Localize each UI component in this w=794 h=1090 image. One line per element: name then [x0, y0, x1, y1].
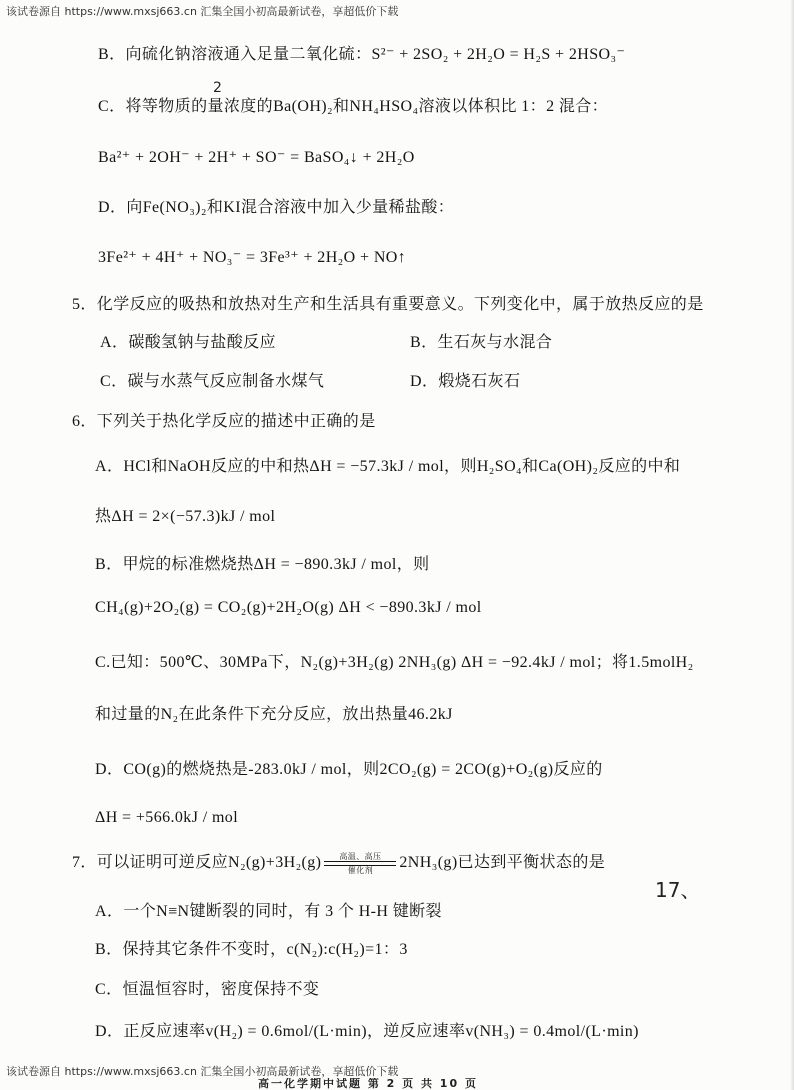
q7-stem: [72, 851, 788, 875]
reversible-arrow: [323, 852, 397, 875]
q6-option-b: B．甲烷的标准燃烧热ΔH = −890.3kJ / mol，则: [95, 556, 430, 573]
reversible-arrow-icon: [324, 861, 396, 866]
q4-option-c-equation: Ba²⁺ + 2OH⁻ + 2H⁺ + SO⁻ = BaSO₄↓ + 2H₂O: [98, 149, 415, 166]
q5-option-a: A．碳酸氢钠与盐酸反应: [100, 334, 276, 351]
q7-stem-end: 2NH₃(g)已达到平衡状态的是: [399, 854, 606, 871]
q5-stem: 5．化学反应的吸热和放热对生产和生活具有重要意义。下列变化中，属于放热反应的是: [72, 296, 704, 313]
q6-option-c-continued: 和过量的N₂在此条件下充分反应，放出热量46.2kJ: [95, 706, 453, 723]
arrow-condition-bottom: 催化剂: [347, 865, 373, 875]
q5-option-c: C．碳与水蒸气反应制备水煤气: [100, 373, 325, 390]
q6-option-c: C.已知：500℃、30MPa下，N₂(g)+3H₂(g) 2NH₃(g) ΔH = −92.4kJ / mol；将1.5molH₂: [95, 654, 694, 671]
q5-option-d: D．煅烧石灰石: [410, 373, 521, 390]
arrow-condition-top: 高温、高压: [339, 851, 382, 861]
q7-option-d: D．正反应速率v(H₂) = 0.6mol/(L·min)，逆反应速率v(NH₃) = 0.4mol/(L·min): [95, 1023, 639, 1040]
header-source-notice: 该试卷源自 https://www.mxsj663.cn 汇集全国小初高最新试卷，享超低价下载: [6, 5, 399, 18]
q7-stem-start: 7．可以证明可逆反应N₂(g)+3H₂(g): [72, 854, 322, 871]
q4-option-d-equation: 3Fe²⁺ + 4H⁺ + NO₃⁻ = 3Fe³⁺ + 2H₂O + NO↑: [98, 249, 407, 266]
handwritten-mark-2: 2: [213, 80, 222, 96]
handwritten-mark-17: 17、: [655, 878, 701, 902]
q4-option-c: C．将等物质的量浓度的Ba(OH)₂和NH₄HSO₄溶液以体积比 1：2 混合：: [98, 98, 609, 115]
footer-page-label: 高一化学期中试题 第 2 页 共 10 页: [258, 1078, 478, 1090]
q6-option-b-equation: CH₄(g)+2O₂(g) = CO₂(g)+2H₂O(g) ΔH < −890.3kJ / mol: [95, 599, 482, 616]
q7-option-c: C．恒温恒容时，密度保持不变: [95, 981, 320, 998]
scan-edge-shadow: [790, 0, 794, 1090]
q6-option-d: D．CO(g)的燃烧热是-283.0kJ / mol，则2CO₂(g) = 2CO(g)+O₂(g)反应的: [95, 761, 603, 778]
q7-option-b: B．保持其它条件不变时，c(N₂):c(H₂)=1：3: [95, 941, 408, 958]
q6-option-a: A．HCl和NaOH反应的中和热ΔH = −57.3kJ / mol，则H₂SO₄和Ca(OH)₂反应的中和: [95, 458, 681, 475]
q4-option-b: B．向硫化钠溶液通入足量二氧化硫：S²⁻ + 2SO₂ + 2H₂O = H₂S + 2HSO₃⁻: [98, 46, 626, 63]
q5-option-b: B．生石灰与水混合: [410, 334, 553, 351]
footer-source-notice: 该试卷源自 https://www.mxsj663.cn 汇集全国小初高最新试卷，享超低价下载: [6, 1065, 399, 1078]
q6-option-d-continued: ΔH = +566.0kJ / mol: [95, 809, 239, 826]
q6-stem: 6．下列关于热化学反应的描述中正确的是: [72, 413, 376, 430]
q6-option-a-continued: 热ΔH = 2×(−57.3)kJ / mol: [95, 508, 276, 525]
q7-option-a: A．一个N≡N键断裂的同时，有 3 个 H-H 键断裂: [95, 903, 442, 920]
q4-option-d: D．向Fe(NO₃)₂和KI混合溶液中加入少量稀盐酸：: [98, 199, 455, 216]
